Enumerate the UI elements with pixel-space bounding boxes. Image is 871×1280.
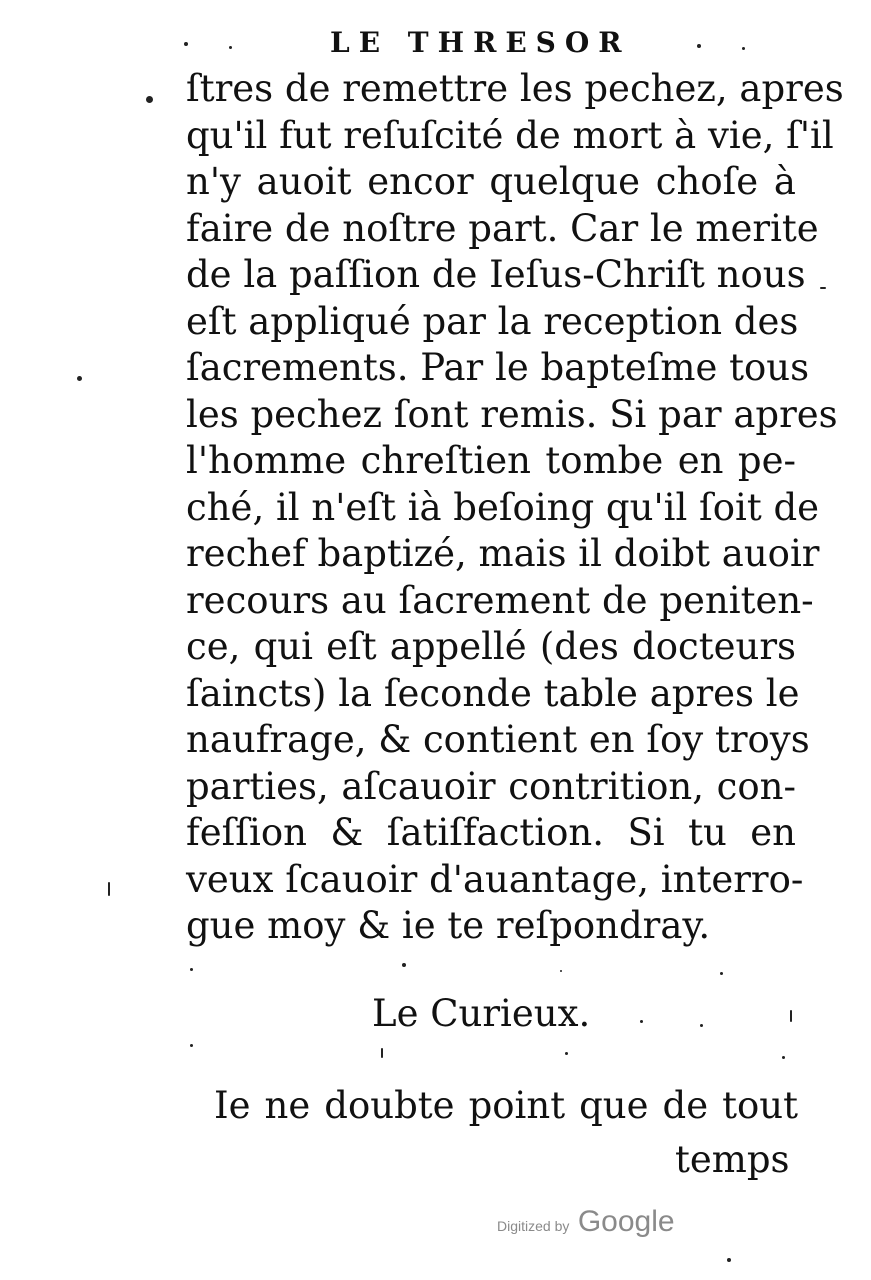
text-line: Ie ne doubte point que de tout <box>214 1084 798 1127</box>
text-line: naufrage, & contient en ſoy troys <box>186 718 810 761</box>
text-line: eſt appliqué par la reception des <box>186 299 799 343</box>
ink-speck <box>790 1010 792 1022</box>
ink-speck <box>108 882 110 896</box>
ink-speck <box>184 42 188 46</box>
ink-speck <box>720 972 723 975</box>
ink-speck <box>565 1052 568 1055</box>
text-line: n'y auoit encor quelque choſe à <box>186 160 796 203</box>
ink-speck <box>640 1020 643 1023</box>
ink-speck <box>782 1056 785 1059</box>
digitization-watermark <box>497 1205 675 1239</box>
text-line: faire de noſtre part. Car le merite <box>186 206 819 250</box>
text-line: veux ſcauoir d'auantage, interro- <box>186 857 804 901</box>
text-line: ſtres de remettre les pechez, apres <box>186 67 844 110</box>
ink-speck <box>742 47 745 50</box>
ink-speck <box>190 968 193 971</box>
text-line: ce, qui eſt appellé (des docteurs <box>186 625 796 668</box>
ink-speck <box>560 970 562 972</box>
ink-speck <box>402 963 406 967</box>
text-line: ſaincts) la ſeconde table apres le <box>186 671 800 715</box>
ink-speck <box>700 1024 703 1027</box>
text-line: rechef baptizé, mais il doibt auoir <box>186 532 820 575</box>
brand-logo: Google <box>577 1205 675 1238</box>
text-line: recours au ſacrement de peniten- <box>186 578 814 622</box>
ink-speck <box>727 1258 731 1262</box>
ink-speck <box>77 376 82 381</box>
ink-speck <box>146 96 153 103</box>
ink-speck <box>190 1044 193 1047</box>
text-line: feſſion & ſatiſfaction. Si tu en <box>186 811 796 854</box>
text-line: ſacrements. Par le bapteſme tous <box>186 346 810 389</box>
text-line: gue moy & ie te reſpondray. <box>186 904 711 947</box>
body-text <box>186 66 844 950</box>
running-head: LE THRESOR <box>330 26 631 59</box>
text-line: de la paſſion de Ieſus-Chriſt nous <box>186 253 806 296</box>
ink-speck <box>229 46 232 49</box>
text-line: qu'il fut reſuſcité de mort à vie, ſ'il <box>186 113 834 157</box>
speaker-heading: Le Curieux. <box>372 992 591 1035</box>
catchword: temps <box>675 1138 790 1181</box>
text-line: ché, il n'eſt ià beſoing qu'il ſoit de <box>186 485 820 529</box>
text-line: parties, aſcauoir contrition, con- <box>186 764 796 808</box>
ink-speck <box>820 287 826 289</box>
text-line: l'homme chreſtien tombe en pe- <box>186 439 796 482</box>
ink-speck <box>697 44 701 48</box>
ink-speck <box>381 1048 383 1058</box>
digitized-label: Digitized by <box>497 1218 570 1234</box>
text-line: les pechez ſont remis. Si par apres <box>186 392 838 436</box>
